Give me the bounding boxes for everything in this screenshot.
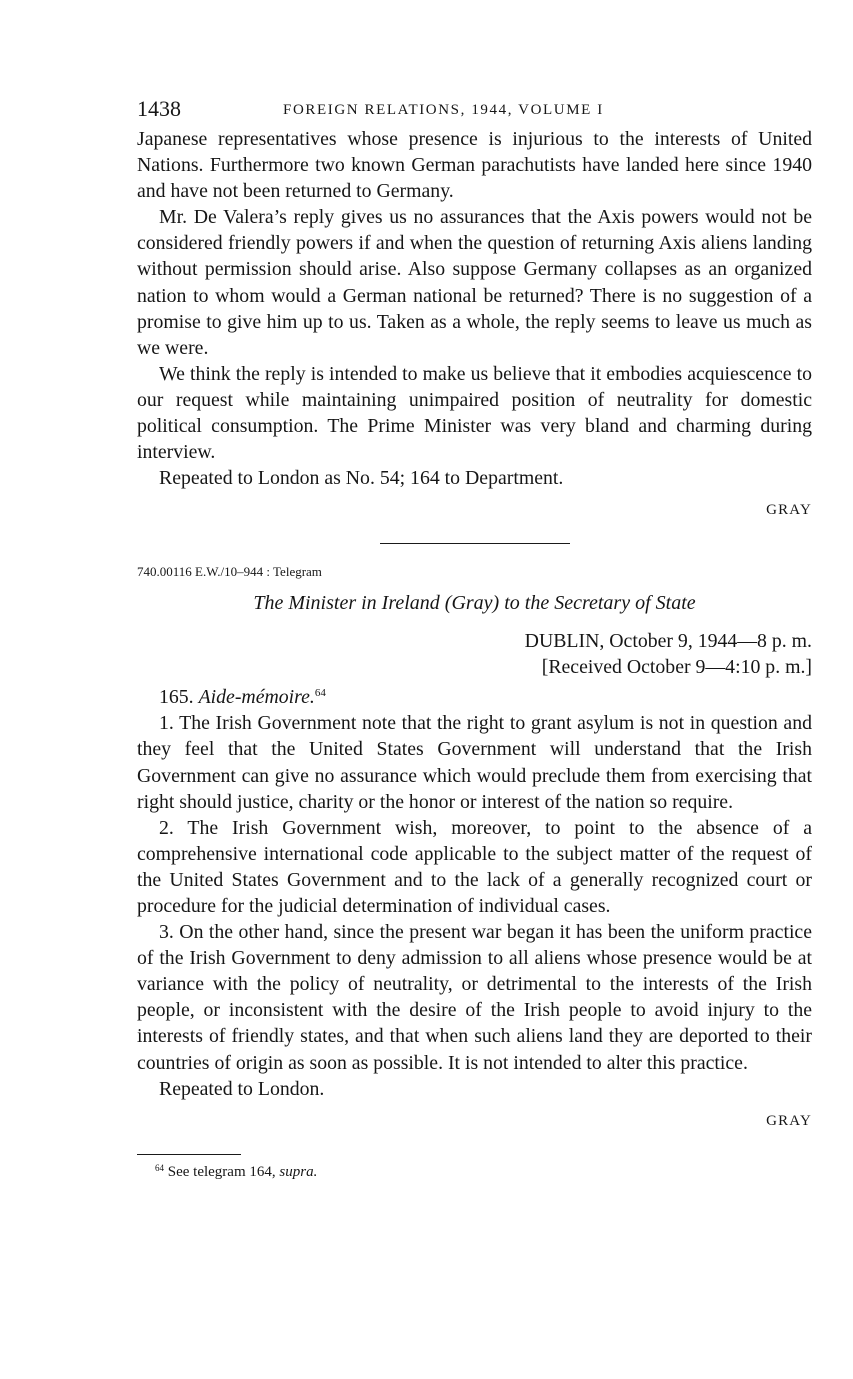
dateline-sent: DUBLIN, October 9, 1944—8 p. m. bbox=[524, 630, 812, 653]
footnote-reference: supra. bbox=[279, 1163, 318, 1180]
document-page bbox=[137, 92, 812, 1183]
body-paragraph: 2. The Irish Government wish, moreover, to point to the absence of a comprehensive international code applicable to the subject matter of the request of the United States Government and to the lack of a generally recognized court or procedure for the judicial determination of individual cases. bbox=[137, 816, 812, 917]
document-title bbox=[137, 588, 812, 618]
body-paragraph: Japanese representatives whose presence is injurious to the interests of United Nations. Furthermore two known German parachutists have landed here since 1940 and have not been returned to Germany. bbox=[137, 128, 812, 203]
body-paragraph: Mr. De Valera’s reply gives us no assurances that the Axis powers would not be considered friendly powers if and when the question of returning Axis aliens landing without permission should arise. Also suppose Germany collapses as an organized nation to whom would a German national be returned? There is no suggestion of a promise to give him up to us. Taken as a whole, the reply seems to leave us much as we were. bbox=[137, 206, 812, 359]
signature: GRAY bbox=[766, 502, 812, 519]
running-title: FOREIGN RELATIONS, 1944, VOLUME I bbox=[283, 102, 604, 118]
footnote-text: See telegram 164, bbox=[167, 1163, 276, 1180]
body-paragraph: We think the reply is intended to make us believe that it embodies acquiescence to our request while maintaining unimpaired position of neutrality for domestic political consumption. The Prime Minister was very bland and charming during interview. bbox=[137, 362, 812, 464]
body-paragraph: Repeated to London as No. 54; 164 to Department. bbox=[159, 467, 564, 490]
footnote bbox=[137, 1161, 812, 1183]
page-number: 1438 bbox=[137, 96, 181, 121]
signature: GRAY bbox=[766, 1112, 812, 1129]
dateline-received: [Received October 9—4:10 p. m.] bbox=[541, 656, 812, 679]
section-divider bbox=[380, 543, 570, 544]
running-header bbox=[137, 92, 812, 126]
document-title-text: The Minister in Ireland (Gray) to the Secretary of State bbox=[253, 592, 696, 615]
footnote-marker: 64 bbox=[314, 687, 326, 700]
body-paragraph: 3. On the other hand, since the present war began it has been the uniform practice of the Irish Government to deny admission to all aliens whose presence would be at variance with the policy of neutrality, or detrimental to the interests of the Irish people, or inconsistent with the desire of the Irish people to avoid injury to the interests of friendly states, and that when such aliens land they are deported to their countries of origin as soon as possible. It is not intended to alter this practice. bbox=[137, 921, 812, 1074]
dateline bbox=[137, 628, 812, 680]
file-reference: 740.00116 E.W./10–944 : Telegram bbox=[137, 564, 322, 580]
footnote-divider bbox=[137, 1154, 241, 1155]
second-document-body bbox=[137, 710, 812, 1133]
body-paragraph: 1. The Irish Government note that the right to grant asylum is not in question and they feel that the United States Government will understand that the Irish Government can give no assurance which would preclude them from exercising that right should justice, charity or the honor or interest of the nation so require. bbox=[137, 712, 812, 813]
message-heading bbox=[137, 684, 812, 710]
body-paragraph: Repeated to London. bbox=[159, 1077, 325, 1100]
footnote-number: 64 bbox=[155, 1162, 164, 1173]
first-document-body bbox=[137, 126, 812, 523]
message-number: 165. bbox=[159, 686, 194, 709]
message-subject: Aide-mémoire. bbox=[198, 686, 315, 709]
